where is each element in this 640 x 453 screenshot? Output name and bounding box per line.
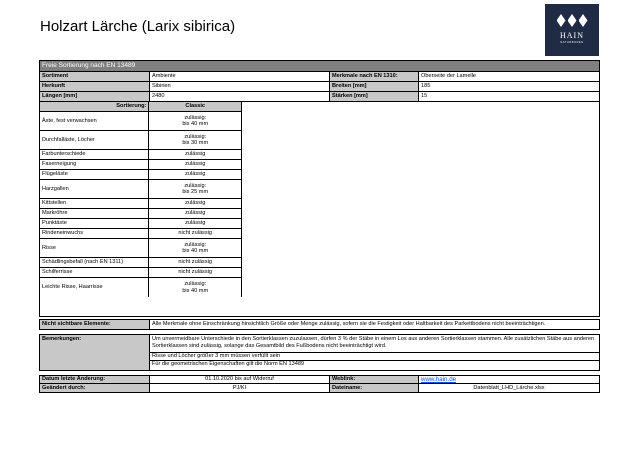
date-value: 01.10.2020 bis auf Widerruf <box>150 376 330 383</box>
weblink-label: Weblink: <box>330 376 419 383</box>
sorting-value-line-1: zulässig: <box>184 114 207 121</box>
sorting-row-value <box>149 229 241 238</box>
sorting-row <box>40 229 241 239</box>
sorting-value-line-1: zulässig: <box>184 241 207 248</box>
sorting-value-line-2: bis 40 mm <box>182 287 209 294</box>
sorting-row-label: Markröhre <box>40 209 149 218</box>
sorting-row-value <box>149 278 241 297</box>
sorting-area <box>40 102 599 316</box>
sorting-row-value <box>149 209 241 218</box>
sorting-row-label: Flügeläste <box>40 170 149 179</box>
logo-subtitle: NATURBODEN <box>560 41 584 44</box>
sorting-row-value <box>149 239 241 257</box>
sorting-value-line-1: zulässig <box>185 151 206 158</box>
sorting-row-label: Faserneigung <box>40 160 149 169</box>
sorting-header-class: Classic <box>149 102 241 111</box>
sorting-row-label: Kittstellen <box>40 199 149 208</box>
sorting-row-label: Schilferrisse <box>40 268 149 277</box>
sorting-value-line-1: zulässig: <box>184 281 207 288</box>
sorting-row <box>40 278 241 297</box>
sorting-value-line-1: zulässig: <box>184 133 207 140</box>
sorting-value-line-2: bis 25 mm <box>182 189 209 195</box>
sorting-value-line-1: zulässig <box>185 200 206 207</box>
footer-table <box>39 375 600 393</box>
sorting-row-value <box>149 219 241 228</box>
sorting-row <box>40 160 241 170</box>
sorting-row-value <box>149 150 241 159</box>
sorting-row-value <box>149 258 241 267</box>
remarks-content <box>150 335 599 370</box>
breiten-value: 185 <box>421 83 431 90</box>
info-row-1 <box>40 72 599 82</box>
sorting-value-line-2: bis 30 mm <box>182 140 209 146</box>
sorting-row-label: Risse <box>40 239 149 257</box>
sorting-row-value <box>149 180 241 198</box>
sorting-row <box>40 209 241 219</box>
merkmale-value: Oberseite der Lamelle <box>421 73 477 80</box>
filename-value: Datenblatt_LHD_Lärche.xlsx <box>473 384 545 391</box>
sorting-value-line-1: nicht zulässig <box>178 230 213 237</box>
sorting-row <box>40 131 241 150</box>
remarks-line-3: Für die geometrischen Eigenschaften gilt die Norm EN 13489 <box>152 361 305 367</box>
sorting-row-value <box>149 170 241 179</box>
herkunft-label: Herkunft <box>40 82 150 91</box>
sorting-table <box>40 102 242 297</box>
remarks-line-2: Risse und Löcher größer 3 mm müssen verfüllt sein <box>150 353 599 361</box>
laengen-value: 2480 <box>150 92 330 101</box>
sorting-row-value <box>149 131 241 149</box>
sorting-value-line-1: nicht zulässig <box>178 269 213 276</box>
sorting-row-value <box>149 160 241 169</box>
date-label: Datum letzte Änderung: <box>40 376 150 383</box>
sorting-header-label: Sortierung: <box>40 102 149 111</box>
section-title: Freie Sortierung nach EN 13489 <box>40 61 599 72</box>
sorting-row <box>40 239 241 258</box>
remarks-label: Bemerkungen: <box>40 335 150 370</box>
sorting-row-label: Schädlingsbefall (nach EN 1311) <box>40 258 149 267</box>
sorting-row <box>40 268 241 278</box>
herkunft-value: Sibirien <box>150 82 330 91</box>
sorting-row-value <box>149 199 241 208</box>
sorting-value-line-1: zulässig <box>185 171 206 178</box>
info-row-3 <box>40 92 599 102</box>
changed-label: Geändert durch: <box>40 384 150 392</box>
laengen-label: Längen [mm] <box>40 92 150 101</box>
diamond-icon <box>545 14 599 27</box>
sorting-row <box>40 112 241 131</box>
page-title: Holzart Lärche (Larix sibirica) <box>40 18 236 35</box>
sorting-row-label: Rindeneinwuchs <box>40 229 149 238</box>
sorting-header <box>40 102 241 112</box>
staerken-value: 15 <box>421 93 428 100</box>
sorting-value-line-1: zulässig <box>185 210 206 217</box>
invisible-elements-table <box>39 319 600 330</box>
sorting-value-line-2: bis 40 mm <box>182 248 209 254</box>
info-row-2 <box>40 82 599 92</box>
sorting-row <box>40 258 241 268</box>
weblink[interactable]: www.hain.de <box>421 376 457 383</box>
sorting-row-label: Punktäste <box>40 219 149 228</box>
sorting-row-value <box>149 268 241 277</box>
sorting-row <box>40 150 241 160</box>
sorting-row <box>40 170 241 180</box>
sorting-row-label: Harzgallen <box>40 180 149 198</box>
sorting-row <box>40 199 241 209</box>
staerken-label: Stärken [mm] <box>330 92 419 101</box>
remarks-table <box>39 334 600 371</box>
sorting-row <box>40 219 241 229</box>
spec-table <box>39 60 600 317</box>
sorting-row-label: Durchfalläste, Löcher <box>40 131 149 149</box>
sortiment-label: Sortiment <box>40 72 150 81</box>
changed-value: PJ/KI <box>150 384 330 392</box>
sortiment-value: Ambiente <box>150 72 330 81</box>
breiten-label: Breiten [mm] <box>330 82 419 91</box>
sorting-value-line-1: zulässig: <box>184 182 207 189</box>
invisible-label: Nicht sichtbare Elemente: <box>40 320 150 329</box>
sorting-row <box>40 180 241 199</box>
sorting-value-line-2: bis 40 mm <box>182 121 209 127</box>
hain-logo <box>545 4 599 56</box>
filename-label: Dateiname: <box>330 384 419 392</box>
merkmale-label: Merkmale nach EN 1310: <box>330 72 419 81</box>
sorting-value-line-1: zulässig <box>185 220 206 227</box>
sorting-value-line-1: zulässig <box>185 161 206 168</box>
sorting-row-value <box>149 112 241 130</box>
remarks-line-1: Um unvermeidbare Unterschiede in den Sortierklassen zuzulassen, dürfen 3 % der Stäbe in einem Los aus anderen Sortierklassen stammen. Alle zusätzlichen Stäbe aus anderen Sortierklassen sind zulässig, solange das Gesamtbild des Fußbodens nicht beeinträchtigt wird. <box>150 335 599 353</box>
sorting-value-line-1: nicht zulässig <box>178 259 213 266</box>
sorting-row-label: Äste, fest verwachsen <box>40 112 149 130</box>
sorting-row-label: Leichte Risse, Haarrisse <box>40 278 149 297</box>
logo-brand: HAIN <box>560 31 584 40</box>
invisible-text: Alle Merkmale ohne Einschränkung hinsichtlich Größe oder Menge zulässig, sofern sie die Festigkeit oder Haltbarkeit des Parkettbodens nicht beeinträchtigen. <box>152 321 546 328</box>
sorting-row-label: Farbunterschiede <box>40 150 149 159</box>
